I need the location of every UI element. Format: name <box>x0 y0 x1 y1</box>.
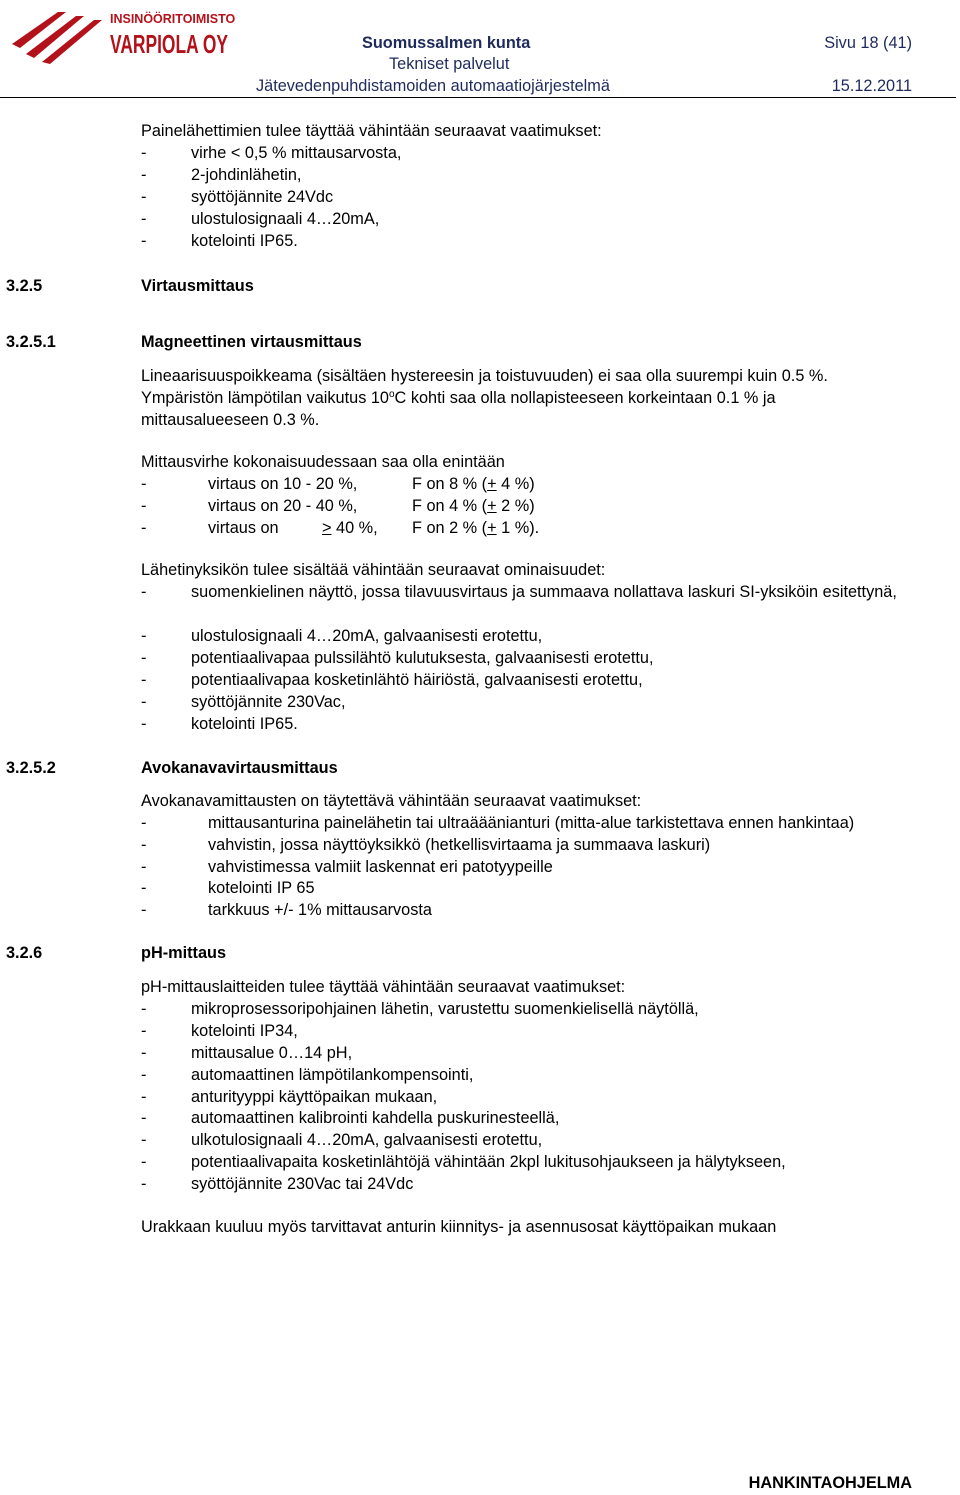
section-number: 3.2.5 <box>6 277 43 295</box>
section-title: Virtausmittaus <box>141 277 254 295</box>
footer-label: HANKINTAOHJELMA <box>748 1474 912 1492</box>
section-number: 3.2.5.1 <box>6 333 56 351</box>
list-item: - suomenkielinen näyttö, jossa tilavuusvirtaus ja summaava nollattava laskuri SI-yksiköin esitettynä, <box>141 583 897 601</box>
header-department: Tekniset palvelut <box>389 55 510 73</box>
logo-text-main: VARPIOLA OY <box>110 29 228 59</box>
pressure-intro: Painelähettimien tulee täyttää vähintään seuraavat vaatimukset: <box>141 122 602 140</box>
section-number: 3.2.5.2 <box>6 759 56 777</box>
section-title: pH-mittaus <box>141 944 227 962</box>
closing-paragraph: Urakkaan kuuluu myös tarvittavat anturin kiinnitys- ja asennusosat käyttöpaikan mukaan <box>141 1218 777 1236</box>
header-page-number: Sivu 18 (41) <box>824 34 912 52</box>
paragraph-line: Ympäristön lämpötilan vaikutus 10$^o$C kohti saa olla nollapisteeseen korkeintaan 0.1 % ja <box>141 389 776 407</box>
open-channel-intro: Avokanavamittausten on täytettävä vähintään seuraavat vaatimukset: <box>141 792 642 810</box>
section-title: Magneettinen virtausmittaus <box>141 333 362 351</box>
ph-intro: pH-mittauslaitteiden tulee täyttää vähintään seuraavat vaatimukset: <box>141 978 626 996</box>
paragraph-line: mittausalueeseen 0.3 %. <box>141 411 320 429</box>
section-title: Avokanavavirtausmittaus <box>141 759 338 777</box>
transmitter-intro: Lähetinyksikön tulee sisältää vähintään seuraavat ominaisuudet: <box>141 561 606 579</box>
varpiola-logo-graphic <box>10 6 236 64</box>
header-date: 15.12.2011 <box>831 77 912 95</box>
section-number: 3.2.6 <box>6 944 43 962</box>
paragraph-line: Lineaarisuuspoikkeama (sisältäen hystereesin ja toistuvuuden) ei saa olla suurempi kuin 0.5 %. <box>141 367 828 385</box>
error-intro: Mittausvirhe kokonaisuudessaan saa olla enintään <box>141 453 505 471</box>
header-divider <box>0 97 956 98</box>
company-logo <box>10 6 236 64</box>
header-organization: Suomussalmen kunta <box>362 34 531 52</box>
logo-text-top: INSINÖÖRITOIMISTO <box>110 12 236 26</box>
header-document-title: Jätevedenpuhdistamoiden automaatiojärjestelmä <box>256 77 610 95</box>
